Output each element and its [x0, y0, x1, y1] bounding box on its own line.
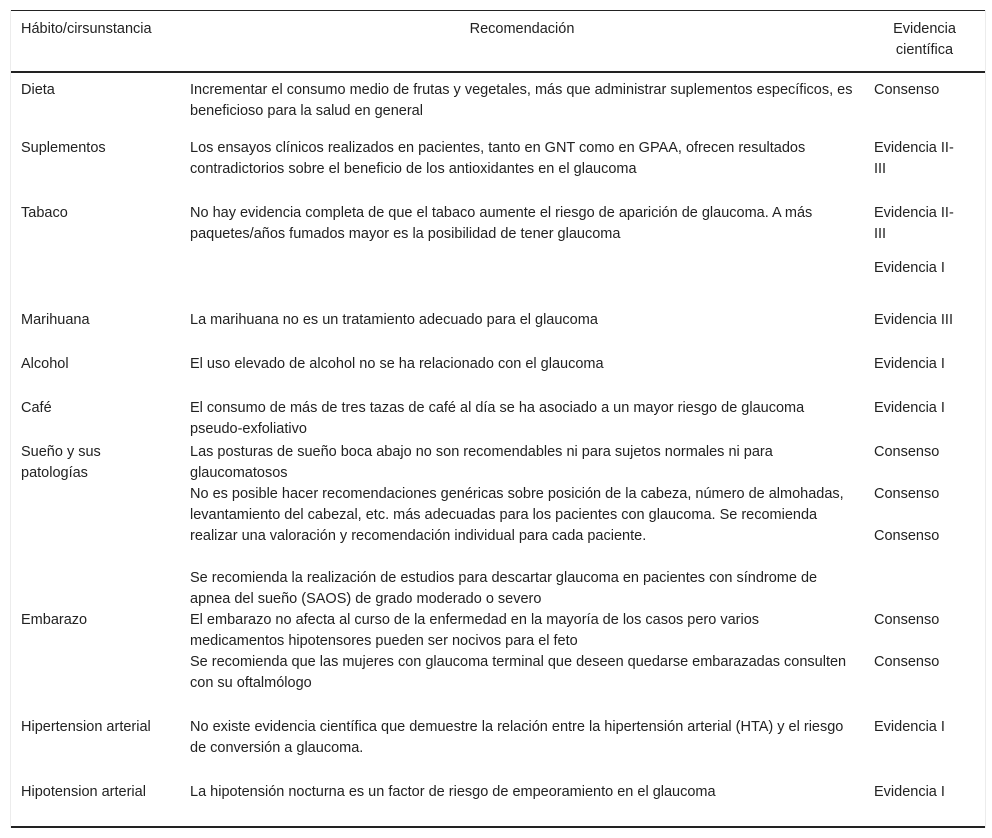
evidence-value: Consenso — [874, 528, 940, 544]
table-row — [11, 258, 985, 310]
evidence-cell — [864, 568, 985, 610]
recommendation-cell: Se recomienda la realización de estudios para descartar glaucoma en pacientes con síndrome de apnea del sueño (SAOS) de grado moderado o severo — [190, 570, 818, 607]
table-row — [11, 203, 985, 258]
evidence-cell: Evidencia III — [874, 312, 953, 328]
recommendation-cell: La hipotensión nocturna es un factor de riesgo de empeoramiento en el glaucoma — [190, 784, 716, 800]
recommendations-table — [11, 10, 985, 828]
table-row — [11, 398, 985, 442]
evidence-cell: Evidencia I — [874, 719, 945, 735]
table-row — [11, 484, 985, 568]
table-row — [11, 652, 985, 717]
evidence-cell: Evidencia I — [874, 784, 945, 800]
habit-cell: Café — [21, 400, 52, 416]
header-habit: Hábito/cirsunstancia — [21, 21, 152, 37]
habit-cell: Suplementos — [21, 140, 106, 156]
evidence-value: Consenso — [874, 486, 940, 502]
evidence-cell — [864, 484, 985, 568]
recommendation-cell: Incrementar el consumo medio de frutas y vegetales, más que administrar suplementos específicos, es beneficioso para la salud en general — [190, 82, 853, 119]
table-row — [11, 782, 985, 827]
habit-cell: Sueño y sus patologías — [21, 444, 101, 481]
habit-cell: Dieta — [21, 82, 55, 98]
evidence-cell: Consenso — [874, 82, 940, 98]
evidence-cell: Consenso — [874, 612, 940, 628]
table-row — [11, 442, 985, 484]
table-row — [11, 310, 985, 354]
table-row — [11, 354, 985, 398]
table-row — [11, 610, 985, 652]
table-row — [11, 717, 985, 782]
evidence-cell: Evidencia I — [874, 400, 945, 416]
recommendation-cell — [180, 258, 864, 310]
habit-cell: Marihuana — [21, 312, 90, 328]
table-header-row — [11, 11, 985, 73]
recommendation-cell: Los ensayos clínicos realizados en pacientes, tanto en GNT como en GPAA, ofrecen resultados contradictorios sobre el beneficio de los antioxidantes en el glaucoma — [190, 140, 806, 177]
recommendation-cell: No es posible hacer recomendaciones genéricas sobre posición de la cabeza, número de almohadas, levantamiento del cabezal, etc. más adecuadas para los pacientes con glaucoma. Se recomienda realizar una valoración y recomendación individual para cada paciente. — [190, 486, 844, 544]
header-evidence: Evidencia científica — [893, 21, 956, 58]
table-row — [11, 138, 985, 203]
recommendation-cell: No hay evidencia completa de que el tabaco aumente el riesgo de aparición de glaucoma. A más paquetes/años fumados mayor es la posibilidad de tener glaucoma — [190, 205, 813, 242]
evidence-cell: Evidencia I — [874, 260, 945, 276]
habit-cell: Alcohol — [21, 356, 69, 372]
habit-cell: Tabaco — [21, 205, 68, 221]
habit-cell — [11, 568, 180, 610]
habit-cell — [11, 652, 180, 717]
table-row — [11, 72, 985, 138]
habit-cell — [11, 484, 180, 568]
evidence-cell: Evidencia II-III — [874, 140, 954, 177]
recommendation-cell: Las posturas de sueño boca abajo no son recomendables ni para sujetos normales ni para glaucomatosos — [190, 444, 773, 481]
header-recommendation: Recomendación — [469, 21, 575, 37]
evidence-cell: Evidencia I — [874, 356, 945, 372]
evidence-cell: Evidencia II-III — [874, 205, 954, 242]
habit-cell — [11, 258, 180, 310]
habit-cell: Hipotension arterial — [21, 784, 146, 800]
recommendation-cell: El consumo de más de tres tazas de café al día se ha asociado a un mayor riesgo de glaucoma pseudo-exfoliativo — [190, 400, 805, 437]
recommendation-cell: La marihuana no es un tratamiento adecuado para el glaucoma — [190, 312, 598, 328]
recommendation-cell: No existe evidencia científica que demuestre la relación entre la hipertensión arterial (HTA) y el riesgo de conversión a glaucoma. — [190, 719, 844, 756]
habit-cell: Embarazo — [21, 612, 88, 628]
table-row — [11, 568, 985, 610]
recommendation-cell: Se recomienda que las mujeres con glaucoma terminal que deseen quedarse embarazadas consulten con su oftalmólogo — [190, 654, 847, 691]
evidence-cell: Consenso — [874, 654, 940, 670]
recommendation-cell: El uso elevado de alcohol no se ha relacionado con el glaucoma — [190, 356, 604, 372]
evidence-cell: Consenso — [874, 444, 940, 460]
recommendation-cell: El embarazo no afecta al curso de la enfermedad en la mayoría de los casos pero varios medicamentos hipotensores pueden ser nocivos para el feto — [190, 612, 760, 649]
recommendations-table-container — [10, 10, 986, 828]
habit-cell: Hipertension arterial — [21, 719, 151, 735]
